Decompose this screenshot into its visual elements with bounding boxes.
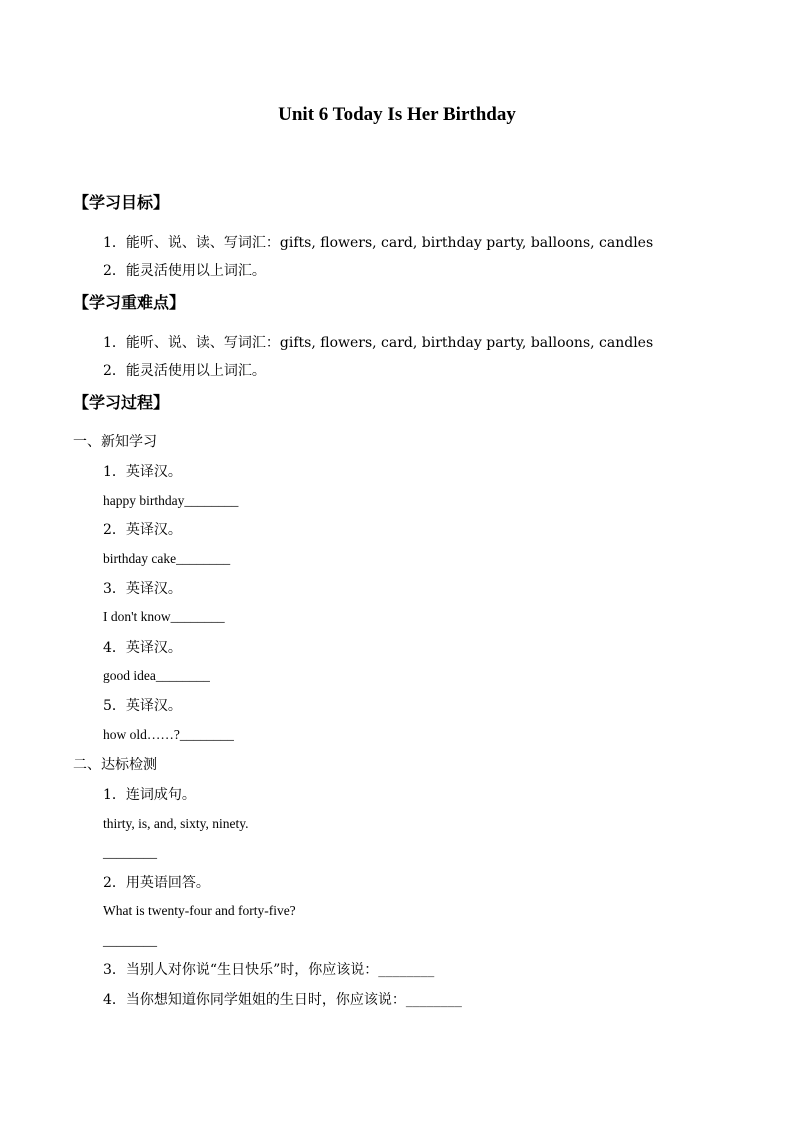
part2-q1-label: 1．连词成句。	[103, 787, 196, 803]
key-point-item-2: 2．能灵活使用以上词汇。	[103, 363, 266, 379]
part1-item-label: 3．英译汉。	[103, 581, 182, 597]
goal-item-2: 2．能灵活使用以上词汇。	[103, 263, 266, 279]
part2-q2-text: What is twenty-four and forty-five?	[103, 903, 296, 918]
process-heading: 【学习过程】	[73, 393, 170, 412]
part1-item-label: 1．英译汉。	[103, 464, 182, 480]
part1-item-label: 4．英译汉。	[103, 640, 182, 656]
part1-item-answer: good idea________	[103, 668, 210, 683]
part2-q3: 3．当别人对你说“生日快乐”时，你应该说：________	[103, 962, 435, 978]
part2-q1-text: thirty, is, and, sixty, ninety.	[103, 816, 249, 831]
key-points-heading: 【学习重难点】	[73, 293, 186, 312]
goals-heading: 【学习目标】	[73, 193, 170, 212]
part2-q4: 4．当你想知道你同学姐姐的生日时，你应该说：________	[103, 992, 462, 1008]
part1-item-answer: birthday cake________	[103, 551, 231, 566]
part1-item-answer: I don't know________	[103, 609, 225, 624]
part1-item-answer: happy birthday________	[103, 493, 239, 508]
part1-item-label: 5．英译汉。	[103, 698, 182, 714]
key-point-item-1: 1．能听、说、读、写词汇：gifts, flowers, card, birthday party, balloons, candles	[103, 335, 654, 351]
part2-heading: 二、达标检测	[73, 757, 157, 773]
part2-q2-blank: ________	[103, 933, 157, 948]
part1-item-label: 2．英译汉。	[103, 522, 182, 538]
part1-item-answer: how old……?________	[103, 727, 234, 742]
part2-q2-label: 2．用英语回答。	[103, 875, 210, 891]
goal-item-1: 1．能听、说、读、写词汇：gifts, flowers, card, birthday party, balloons, candles	[103, 235, 654, 251]
document-title: Unit 6 Today Is Her Birthday	[278, 104, 516, 125]
part2-q1-blank: ________	[103, 845, 157, 860]
part1-heading: 一、新知学习	[73, 434, 157, 450]
